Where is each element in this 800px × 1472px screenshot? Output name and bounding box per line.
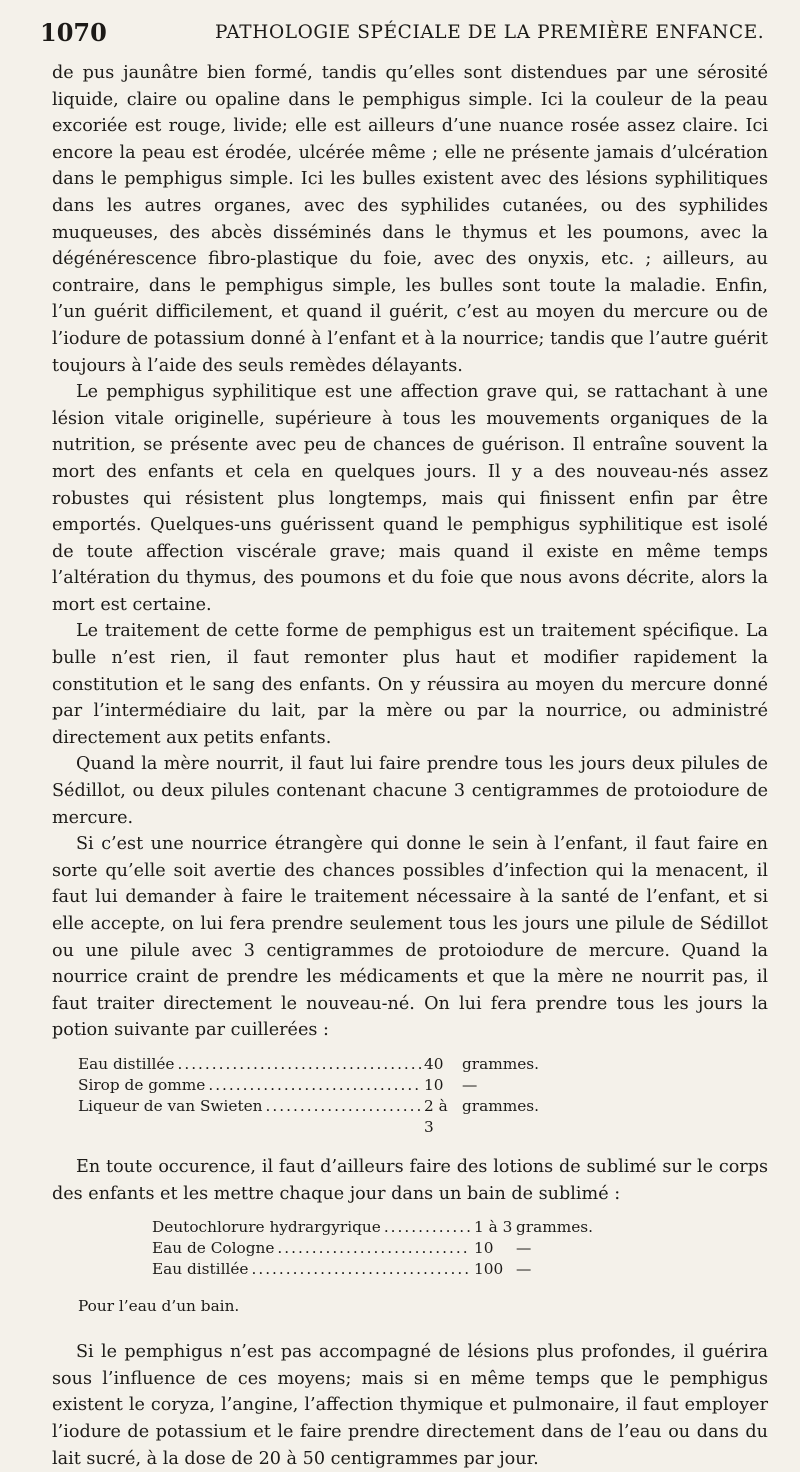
recipe-line [78, 1054, 558, 1075]
recipe-unit: grammes. [462, 1096, 539, 1115]
recipe-ingredient: Eau distillée [78, 1054, 175, 1073]
recipe-line [152, 1238, 612, 1259]
recipe-quantity: 2 à 3 [424, 1096, 448, 1136]
recipe-unit: grammes. [462, 1054, 539, 1073]
leader-dots [177, 1054, 421, 1075]
recipe-unit: — [516, 1239, 532, 1258]
paragraph-continued: de pus jaunâtre bien formé, tandis qu’elles sont distendues par une sérosité liquide, claire ou opaline dans le pemphigus simple. Ici la couleur de la peau excoriée est rouge, livide; elle est ailleurs d’une nuance rosée assez claire. Ici encore la peau est érodée, ulcérée même ; elle ne présente jamais d’ulcération dans le pemphigus simple. Ici les bulles existent avec des lésions syphilitiques dans les autres organes, avec des syphilides cutanées, ou des syphilides muqueuses, des abcès disséminés dans le thymus et les poumons, avec la dégénérescence fibro-plastique du foie, avec des onyxis, etc. ; ailleurs, au contraire, dans le pemphigus simple, les bulles sont toute la maladie. Enfin, l’un guérit difficilement, et quand il guérit, c’est au moyen du mercure ou de l’iodure de potassium donné à l’enfant et à la nourrice; tandis que l’autre guérit toujours à l’aide des seuls remèdes délayants. [52, 63, 768, 376]
recipe-quantity: 1 à 3 [474, 1218, 513, 1237]
recipe-ingredient: Eau distillée [152, 1260, 249, 1279]
recipe-line [152, 1217, 612, 1238]
running-head: PATHOLOGIE SPÉCIALE DE LA PREMIÈRE ENFANCE. [215, 22, 765, 43]
recipe-unit: — [516, 1260, 532, 1279]
paragraph: Le traitement de cette forme de pemphigus est un traitement spécifique. La bulle n’est rien, il faut remonter plus haut et modifier rapidement la constitution et le sang des enfants. On y réussira au moyen du mercure donné par l’intermédiaire du lait, par la mère ou par la nourrice, ou administré directement aux petits enfants. [52, 621, 768, 748]
recipe-ingredient: Eau de Cologne [152, 1239, 275, 1258]
leader-dots [208, 1075, 421, 1096]
bath-recipe [152, 1217, 612, 1280]
recipe-quantity: 10 [474, 1239, 494, 1258]
recipe-unit: grammes. [516, 1218, 593, 1237]
recipe-line [152, 1259, 612, 1280]
recipe-quantity: 10 [424, 1075, 444, 1094]
paragraph: Le pemphigus syphilitique est une affection grave qui, se rattachant à une lésion vitale originelle, supérieure à tous les mouvements organiques de la nutrition, se présente avec peu de chances de guérison. Il entraîne souvent la mort des enfants et cela en quelques jours. Il y a des nouveau-nés assez robustes qui résistent plus longtemps, mais qui finissent enfin par être emportés. Quelques-uns guérissent quand le pemphigus syphilitique est isolé de toute affection viscérale grave; mais quand il existe en même temps l’altération du thymus, des poumons et du foie que nous avons décrite, alors la mort est certaine. [52, 382, 768, 615]
body-text [52, 60, 768, 1472]
leader-dots [251, 1259, 471, 1280]
potion-recipe [78, 1054, 558, 1138]
paragraph: Quand la mère nourrit, il faut lui faire prendre tous les jours deux pilules de Sédillot, ou deux pilules contenant chacune 3 centigrammes de protoiodure de mercure. [52, 754, 768, 828]
leader-dots [277, 1238, 471, 1259]
bath-note: Pour l’eau d’un bain. [78, 1297, 240, 1316]
recipe-line [78, 1096, 558, 1138]
recipe-ingredient: Sirop de gomme [78, 1075, 206, 1094]
recipe-line [78, 1075, 558, 1096]
page-number: 1070 [40, 18, 107, 47]
recipe-ingredient: Deutochlorure hydrargyrique [152, 1218, 381, 1237]
paragraph: Si c’est une nourrice étrangère qui donne le sein à l’enfant, il faut faire en sorte qu’elle soit avertie des chances possibles d’infection qui la menacent, il faut lui demander à faire le traitement nécessaire à la santé de l’enfant, et si elle accepte, on lui fera prendre seulement tous les jours une pilule de Sédillot ou une pilule avec 3 centigrammes de protoiodure de mercure. Quand la nourrice craint de prendre les médicaments et que la mère ne nourrit pas, il faut traiter directement le nouveau-né. On lui fera prendre tous les jours la potion suivante par cuillerées : [52, 834, 768, 1041]
leader-dots [384, 1217, 471, 1238]
recipe-ingredient: Liqueur de van Swieten [78, 1096, 263, 1115]
leader-dots [266, 1096, 421, 1117]
page-header [40, 16, 765, 52]
paragraph: Si le pemphigus n’est pas accompagné de lésions plus profondes, il guérira sous l’influence de ces moyens; mais si en même temps que le pemphigus existent le coryza, l’angine, l’affection thymique et pulmonaire, il faut employer l’iodure de potassium et le faire prendre directement dans de l’eau ou dans du lait sucré, à la dose de 20 à 50 centigrammes par jour. [52, 1342, 768, 1469]
paragraph: En toute occurence, il faut d’ailleurs faire des lotions de sublimé sur le corps des enfants et les mettre chaque jour dans un bain de sublimé : [52, 1156, 768, 1204]
recipe-quantity: 40 [424, 1054, 444, 1073]
recipe-quantity: 100 [474, 1260, 504, 1279]
recipe-unit: — [462, 1075, 478, 1094]
